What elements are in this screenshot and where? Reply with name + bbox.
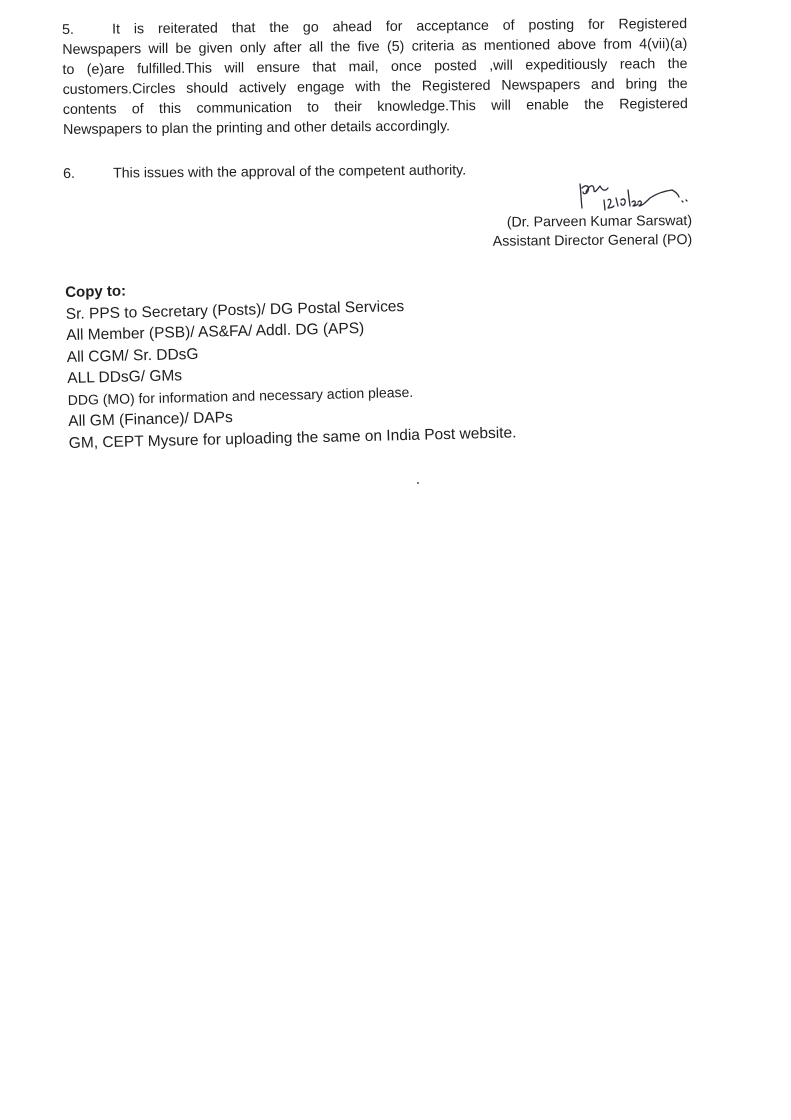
copy-to-item: All Member (PSB)/ AS&FA/ Addl. DG (APS) [66, 319, 365, 344]
paragraph-5-line-1-text: It is reiterated that the go ahead for acceptance of posting for Registered [112, 16, 688, 38]
paragraph-6 [63, 160, 563, 184]
paragraph-5-line-2: Newspapers will be given only after all the five (5) criteria as mentioned above from 4(vii)(a) [62, 35, 688, 58]
paragraph-5-line-5: contents of this communication to their knowledge.This will enable the Registered [62, 95, 688, 118]
signatory-name: (Dr. Parveen Kumar Sarswat) [506, 212, 693, 231]
copy-to-item: Sr. PPS to Secretary (Posts)/ DG Postal Services [65, 297, 405, 323]
paragraph-5-line-4: customers.Circles should actively engage with the Registered Newspapers and bring the [62, 75, 688, 98]
copy-to-item: All GM (Finance)/ DAPs [68, 409, 233, 430]
paragraph-6-text: This issues with the approval of the competent authority. [113, 162, 467, 182]
signatory-designation: Assistant Director General (PO) [492, 231, 693, 250]
scan-speck [417, 482, 419, 484]
copy-to-item: ALL DDsG/ GMs [67, 367, 183, 387]
copy-to-item: All CGM/ Sr. DDsG [66, 345, 199, 366]
paragraph-5-line-6: Newspapers to plan the printing and other details accordingly. [62, 118, 451, 138]
copy-to-item: GM, CEPT Mysure for uploading the same on India Post website. [68, 423, 517, 452]
copy-to-list [65, 270, 589, 454]
copy-to-heading: Copy to: [65, 282, 127, 301]
signatory-block [470, 212, 692, 252]
paragraph-5-line-3: to (e)are fulfilled.This will ensure that mail, once posted ,will expeditiously reach the [62, 55, 688, 78]
copy-to-item: DDG (MO) for information and necessary action please. [67, 383, 414, 408]
paragraph-6-number: 6. [63, 165, 76, 182]
paragraph-5 [62, 14, 688, 140]
paragraph-5-number: 5. [62, 21, 75, 38]
